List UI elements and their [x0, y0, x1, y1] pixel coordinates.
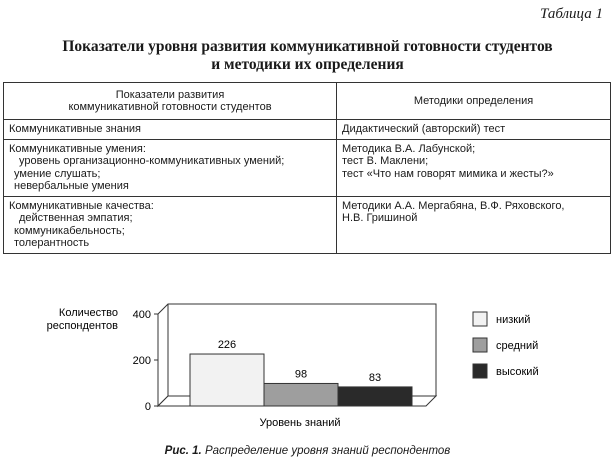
header-indicators-line-2: коммуникативной готовности студентов [68, 101, 272, 113]
knowledge-level-chart [0, 290, 615, 445]
indicator-cell [4, 120, 337, 140]
method-cell [337, 120, 611, 140]
title-line-1: Показатели уровня развития коммуникативной готовности студентов [62, 38, 553, 55]
bar-value-label: 226 [217, 339, 237, 352]
indicator-subitem: умение слушать; [14, 167, 101, 180]
header-indicators-line-1: Показатели развития [115, 88, 225, 101]
legend-swatch-high [473, 364, 487, 378]
bar [190, 354, 264, 406]
indicator-subitem: невербальные умения [14, 180, 129, 192]
indicators-table [3, 82, 611, 254]
table-row [4, 196, 611, 253]
y-tick-label: 400 [132, 309, 151, 321]
legend-label-high: высокий [496, 366, 539, 378]
method-cell [337, 196, 611, 253]
legend-swatch-low [473, 312, 487, 326]
indicator-text: Коммуникативные знания [9, 123, 142, 135]
indicator-cell [4, 139, 337, 196]
indicator-subitem: коммуникабельность; [14, 224, 125, 237]
method-text: тест «Что нам говорят мимика и жесты?» [342, 167, 554, 180]
y-tick-label: 0 [144, 401, 151, 413]
table-row [4, 139, 611, 196]
method-text: Методики А.А. Мергабяна, В.Ф. Ряховского, [342, 199, 565, 212]
y-tick-label: 200 [132, 355, 151, 367]
legend [473, 312, 539, 378]
table-row [4, 120, 611, 140]
title-line-2: и методики их определения [211, 56, 404, 73]
header-methods: Методики определения [337, 83, 611, 120]
indicator-subitem: уровень организационно-коммуникативных умений; [19, 155, 285, 167]
table-number: Таблица 1 [540, 6, 603, 22]
figure-caption-text: Распределение уровня знаний респондентов [201, 445, 451, 457]
indicator-text: Коммуникативные качества: [9, 199, 154, 212]
legend-label-low: низкий [496, 314, 531, 326]
plot-area [154, 304, 436, 406]
method-text: тест В. Маклени; [342, 155, 429, 167]
indicator-cell [4, 196, 337, 253]
y-axis-label-line-1: Количество [58, 307, 118, 319]
indicator-subitem: толерантность [14, 237, 90, 249]
header-indicators [4, 83, 337, 120]
document-title [0, 38, 615, 74]
method-text: Н.В. Гришиной [342, 212, 418, 224]
x-axis-label: Уровень знаний [259, 417, 341, 429]
method-text: Методика В.А. Лабунской; [342, 142, 476, 155]
y-axis-label-line-2: респондентов [46, 320, 118, 332]
method-text: Дидактический (авторский) тест [342, 123, 506, 135]
table-header-row [4, 83, 611, 120]
legend-swatch-medium [473, 338, 487, 352]
y-ticks [133, 309, 151, 413]
bar-value-label: 83 [368, 371, 382, 384]
bar-value-label: 98 [294, 368, 308, 381]
indicator-text: Коммуникативные умения: [9, 142, 146, 155]
figure-caption-label: Рис. 1. [164, 445, 202, 457]
method-cell [337, 139, 611, 196]
figure-caption [0, 445, 615, 457]
indicator-subitem: действенная эмпатия; [19, 212, 133, 224]
legend-label-medium: средний [496, 340, 539, 352]
bar [338, 387, 412, 406]
bar [264, 383, 338, 406]
